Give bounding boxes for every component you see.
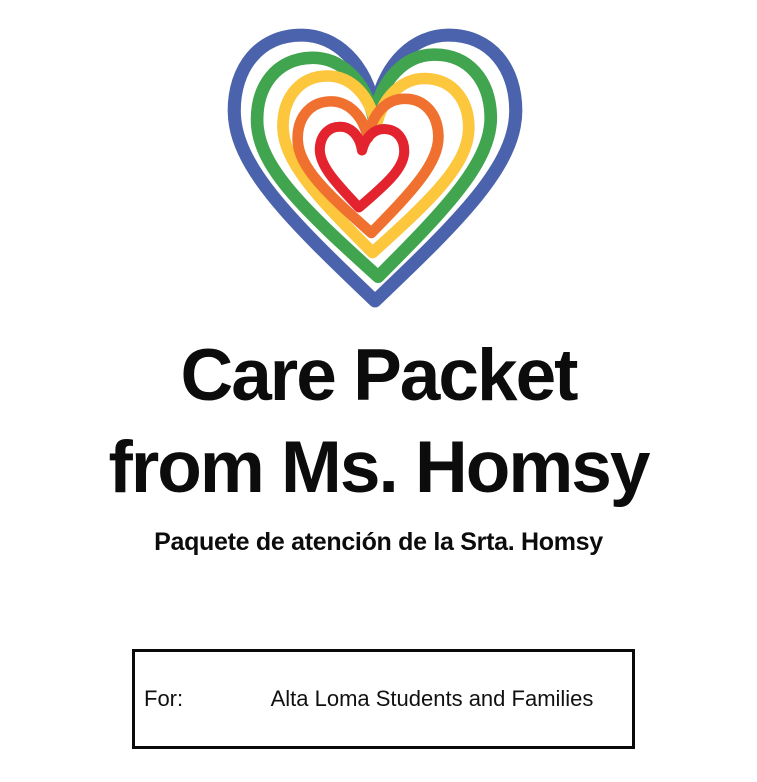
document-page — [0, 14, 757, 782]
title-line-2: from Ms. Homsy — [108, 426, 649, 508]
page-subtitle: Paquete de atención de la Srta. Homsy — [154, 527, 603, 556]
rainbow-heart-illustration — [222, 14, 528, 316]
page-title — [0, 330, 757, 514]
recipient-value: Alta Loma Students and Families — [270, 685, 594, 711]
recipient-label: For: — [144, 685, 184, 711]
rainbow-heart-icon — [222, 14, 528, 316]
recipient-box — [132, 649, 635, 749]
title-line-1: Care Packet — [180, 335, 577, 416]
